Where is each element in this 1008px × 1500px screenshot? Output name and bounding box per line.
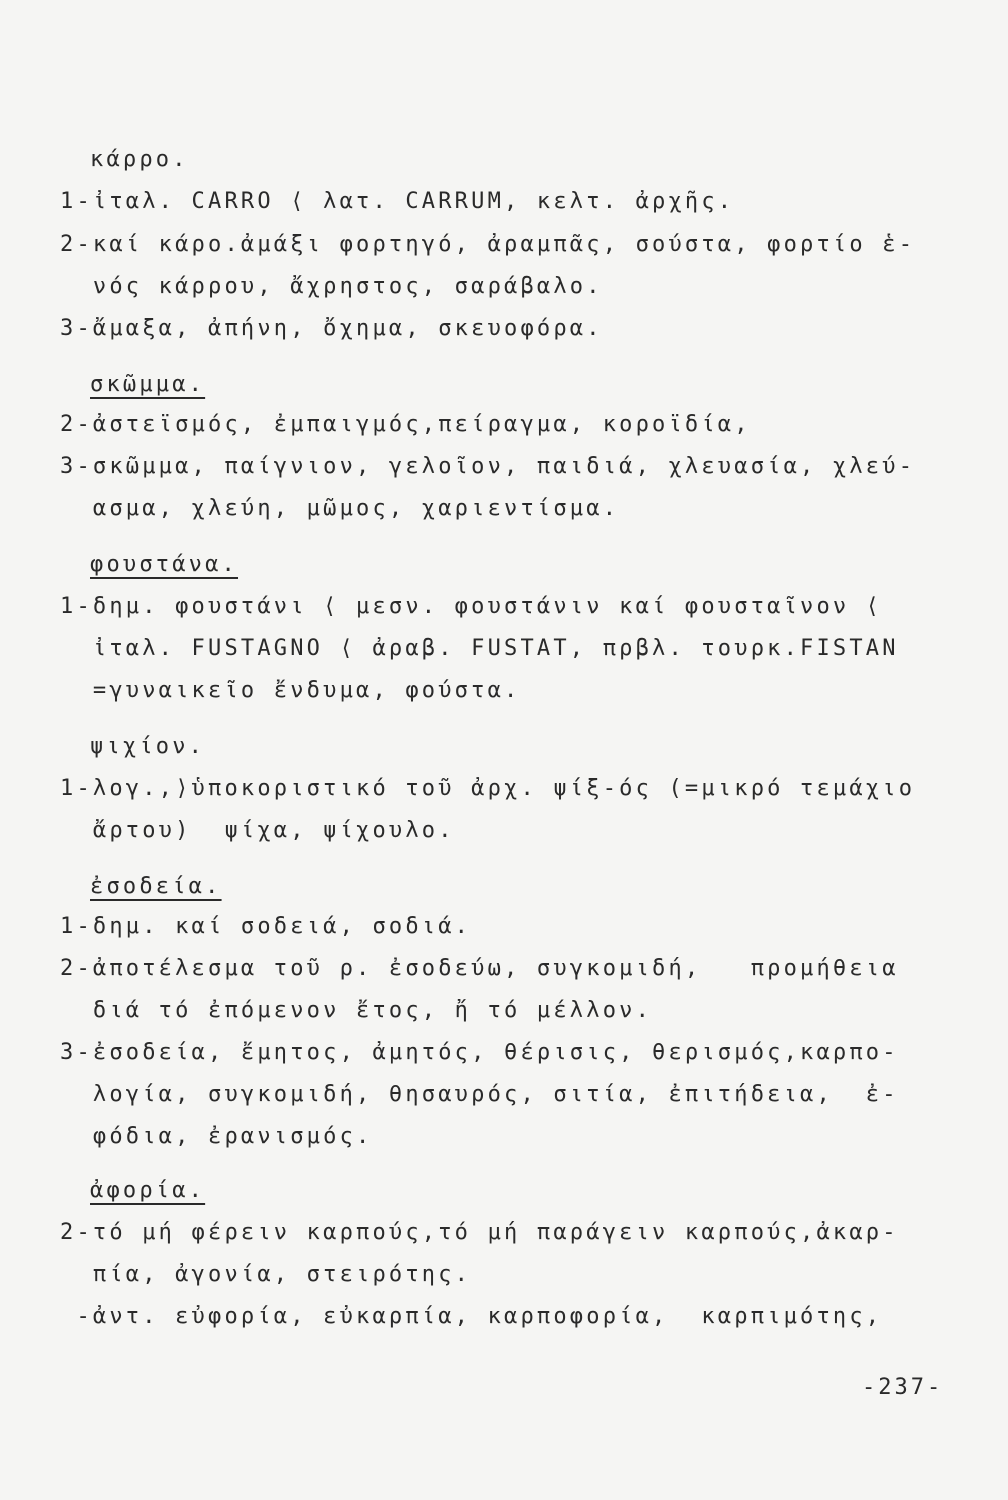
entry-line: 2-τό μή φέρειν καρπούς,τό μή παράγειν καρπούς,ἀκαρ- [60, 1220, 899, 1245]
entry-line: =γυναικεῖο ἔνδυμα, φούστα. [60, 678, 521, 703]
entry-line: 1-δημ. καί σοδειά, σοδιά. [60, 914, 472, 939]
entry-line: ἰταλ. FUSTAGNO ⟨ ἀραβ. FUSTAT, πρβλ. τουρκ.FISTAN [60, 636, 899, 661]
entry-heading: σκῶμμα. [90, 372, 206, 397]
entry-heading: ἐσοδεία. [90, 874, 222, 899]
entry-line: φόδια, ἐρανισμός. [60, 1124, 373, 1149]
entry-line: -ἀντ. εὐφορία, εὐκαρπία, καρποφορία, καρπιμότης, [60, 1304, 883, 1329]
entry-line: 2-καί κάρο.ἀμάξι φορτηγό, ἀραμπᾶς, σούστα, φορτίο ἑ- [60, 232, 916, 257]
entry-line: 1-δημ. φουστάνι ⟨ μεσν. φουστάνιν καί φουσταῖνον ⟨ [60, 594, 883, 619]
entry-line: 2-ἀποτέλεσμα τοῦ ρ. ἐσοδεύω, συγκομιδή, προμήθεια [60, 956, 899, 981]
entry-line: πία, ἀγονία, στειρότης. [60, 1262, 472, 1287]
entry-heading: κάρρο. [90, 147, 189, 172]
entry-line: 1-ἰταλ. CARRO ⟨ λατ. CARRUM, κελτ. ἀρχῆς. [60, 189, 735, 214]
entry-line: 3-σκῶμμα, παίγνιον, γελοῖον, παιδιά, χλευασία, χλεύ- [60, 454, 916, 479]
entry-line: λογία, συγκομιδή, θησαυρός, σιτία, ἐπιτήδεια, ἐ- [60, 1082, 899, 1107]
entry-heading: ψιχίον. [90, 734, 206, 759]
entry-line: ἄρτου) ψίχα, ψίχουλο. [60, 818, 455, 843]
entry-heading: ἀφορία. [90, 1178, 206, 1203]
entry-line: 3-ἄμαξα, ἀπήνη, ὄχημα, σκευοφόρα. [60, 316, 603, 341]
entry-line: 2-ἀστεϊσμός, ἐμπαιγμός,πείραγμα, κοροϊδία, [60, 412, 751, 437]
entry-heading: φουστάνα. [90, 552, 239, 577]
entry-line: ασμα, χλεύη, μῶμος, χαριεντίσμα. [60, 496, 620, 521]
entry-line: 1-λογ.,⟩ὑποκοριστικό τοῦ ἀρχ. ψίξ-ός (=μικρό τεμάχιο [60, 776, 916, 801]
entry-line: 3-ἐσοδεία, ἔμητος, ἀμητός, θέρισις, θερισμός,καρπο- [60, 1040, 899, 1065]
page-number: -237- [862, 1375, 944, 1400]
entry-line: νός κάρρου, ἄχρηστος, σαράβαλο. [60, 274, 603, 299]
entry-line: διά τό ἐπόμενον ἔτος, ἤ τό μέλλον. [60, 998, 653, 1023]
